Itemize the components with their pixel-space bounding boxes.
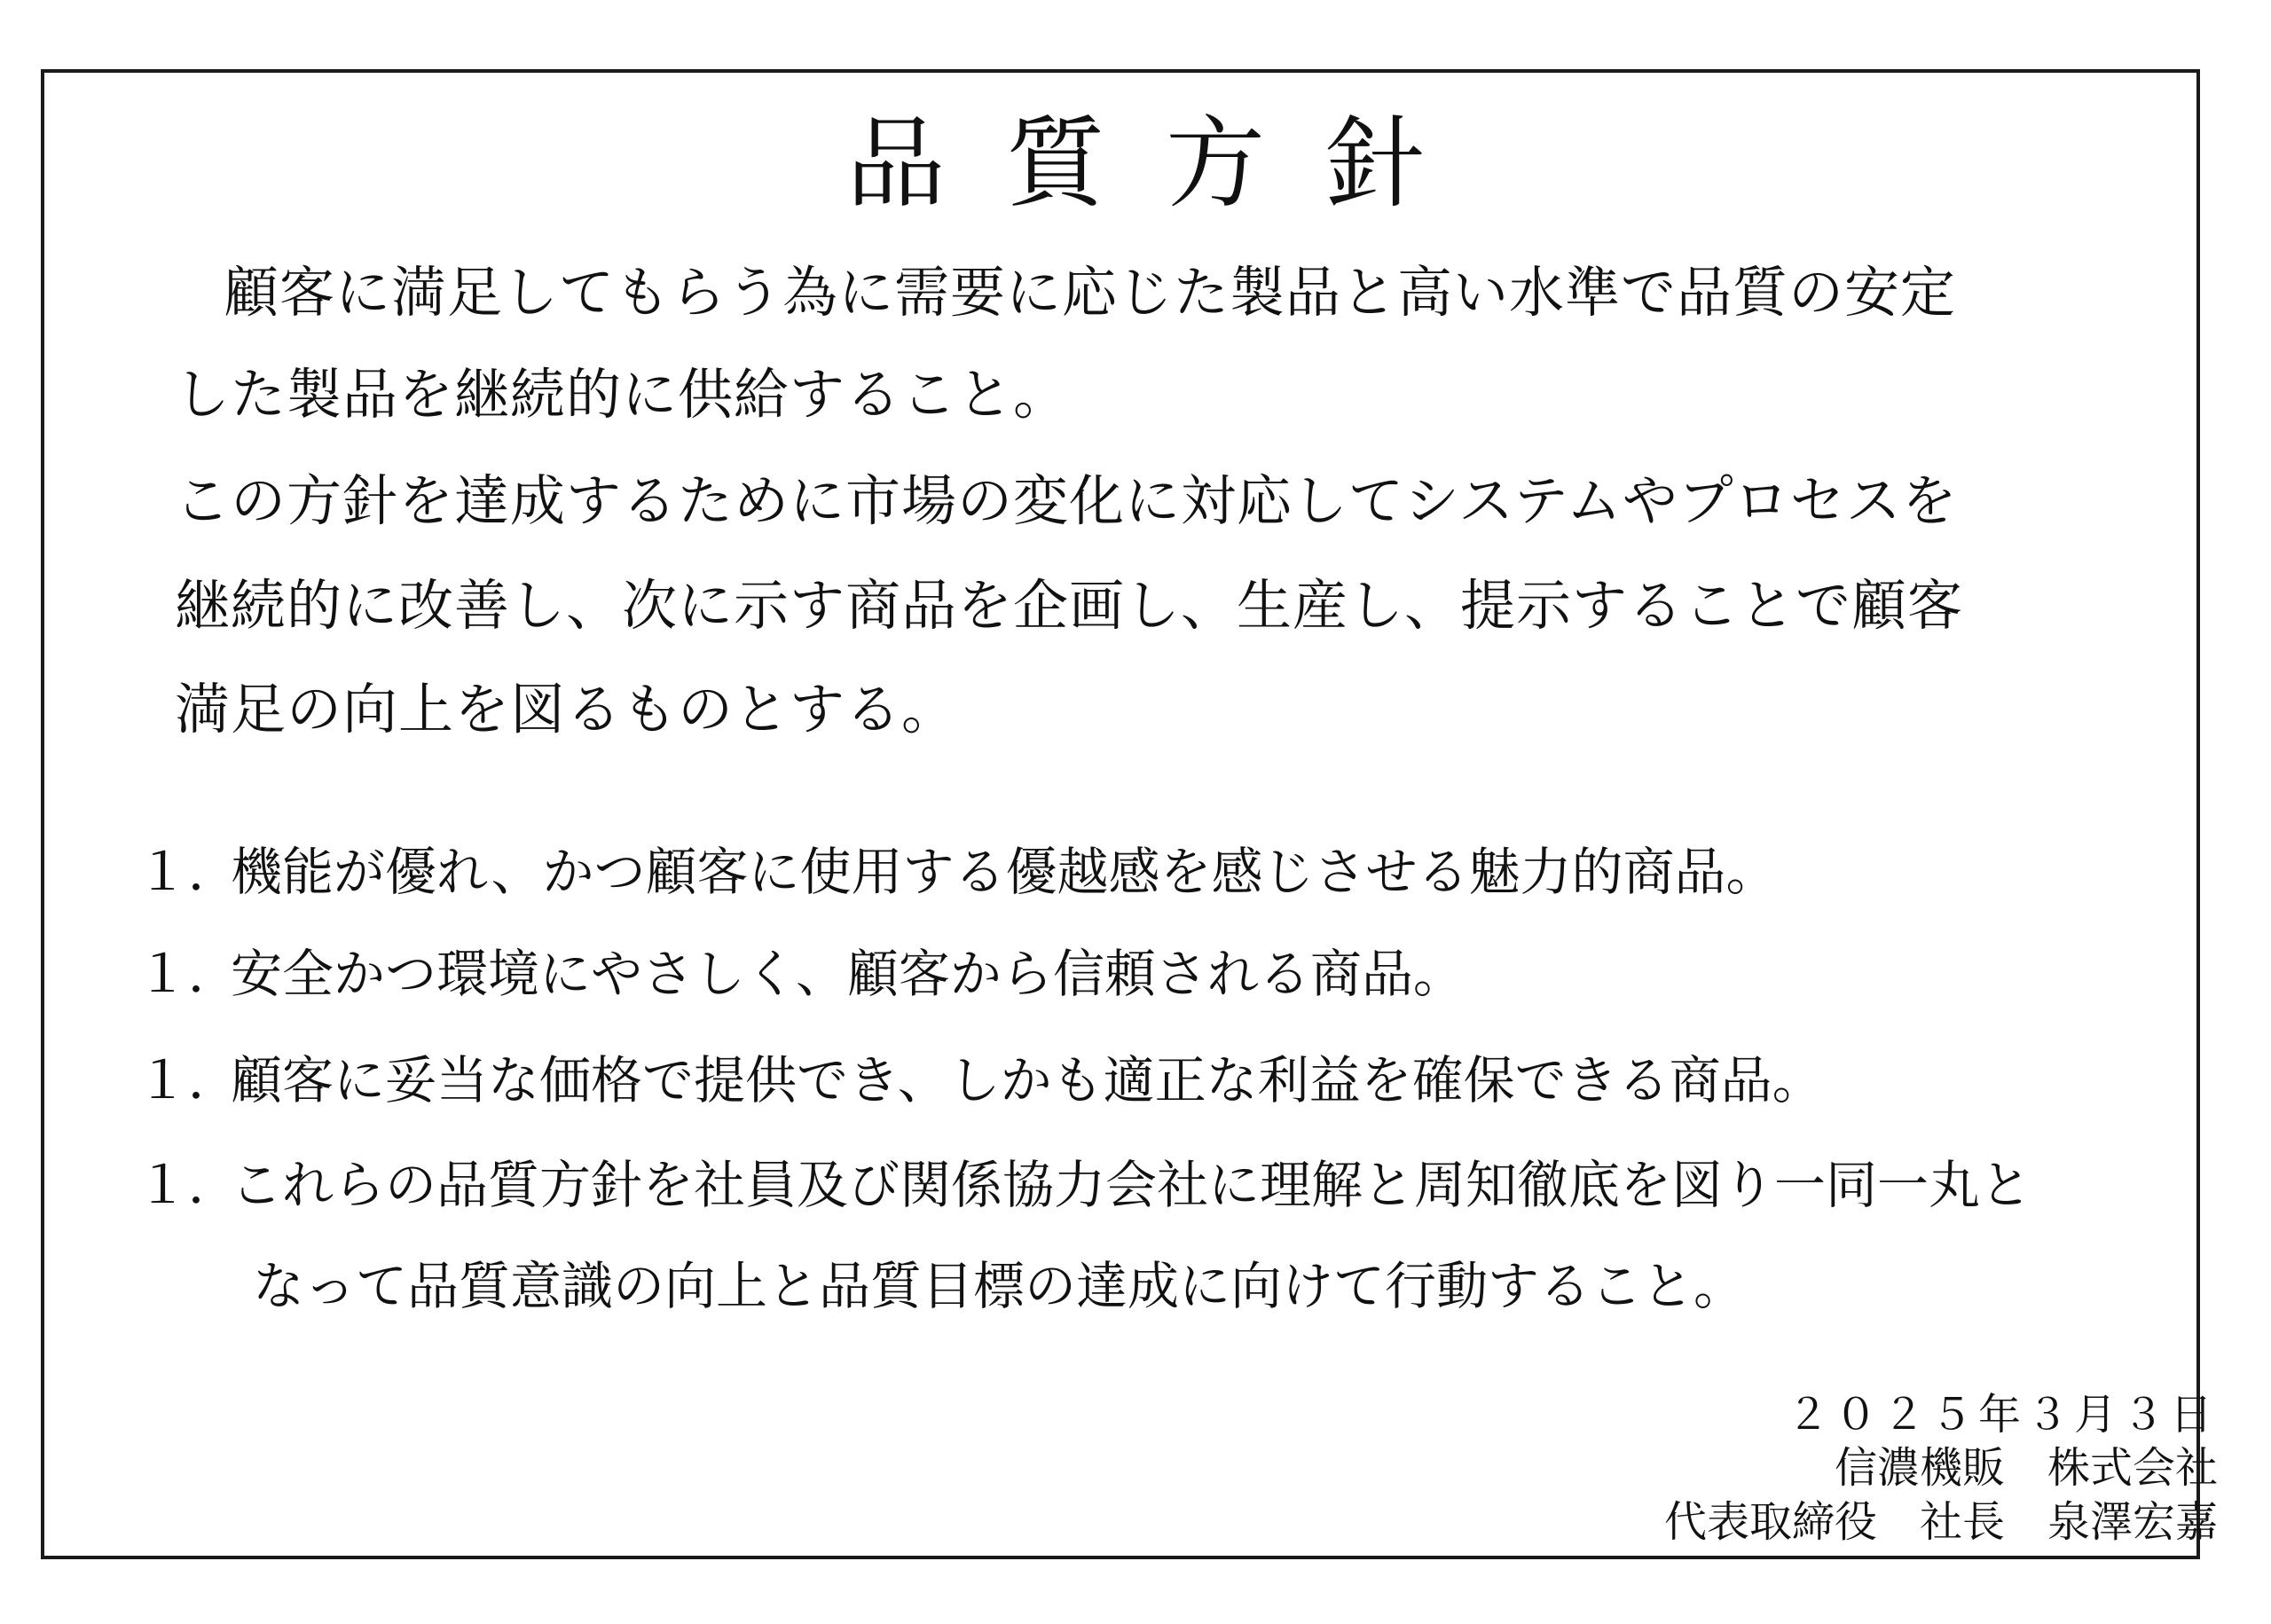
policy-item-number: １． [137,842,240,902]
policy-item-number: １． [137,944,240,1004]
page-title: 品質方針 [846,106,1485,222]
intro-line-3: この方針を達成するために市場の変化に対応してシステムやプロセスを [175,468,1958,533]
policy-item-text: 安全かつ環境にやさしく、顧客から信頼される商品。 [231,944,1465,1004]
intro-line-1: 顧客に満足してもらう為に需要に応じた製品と高い水準で品質の安定 [224,260,1957,325]
intro-line-5: 満足の向上を図るものとする。 [175,677,958,741]
policy-item-text: 機能が優れ、かつ顧客に使用する優越感を感じさせる魅力的商品。 [231,842,1778,902]
intro-line-4: 継続的に改善し、次に示す商品を企画し、生産し、提示することで顧客 [175,573,1964,638]
policy-item-text: 顧客に妥当な価格で提供でき、しかも適正な利益を確保できる商品。 [231,1050,1824,1110]
signature-representative: 代表取締役 社長 泉澤宏嘉 [1663,1497,2218,1547]
policy-item-text: これらの品質方針を社員及び関係協力会社に理解と周知徹底を図り一同一丸と [231,1155,2032,1215]
policy-item-number: １． [137,1050,240,1110]
policy-item-continuation: なって品質意識の向上と品質目標の達成に向けて行動すること。 [253,1256,1746,1316]
intro-line-2: した製品を継続的に供給すること。 [175,362,1070,427]
signature-company: 信濃機販 株式会社 [1834,1443,2218,1493]
signature-date: ２０２５年３月３日 [1786,1390,2218,1440]
policy-item-number: １． [137,1155,240,1215]
